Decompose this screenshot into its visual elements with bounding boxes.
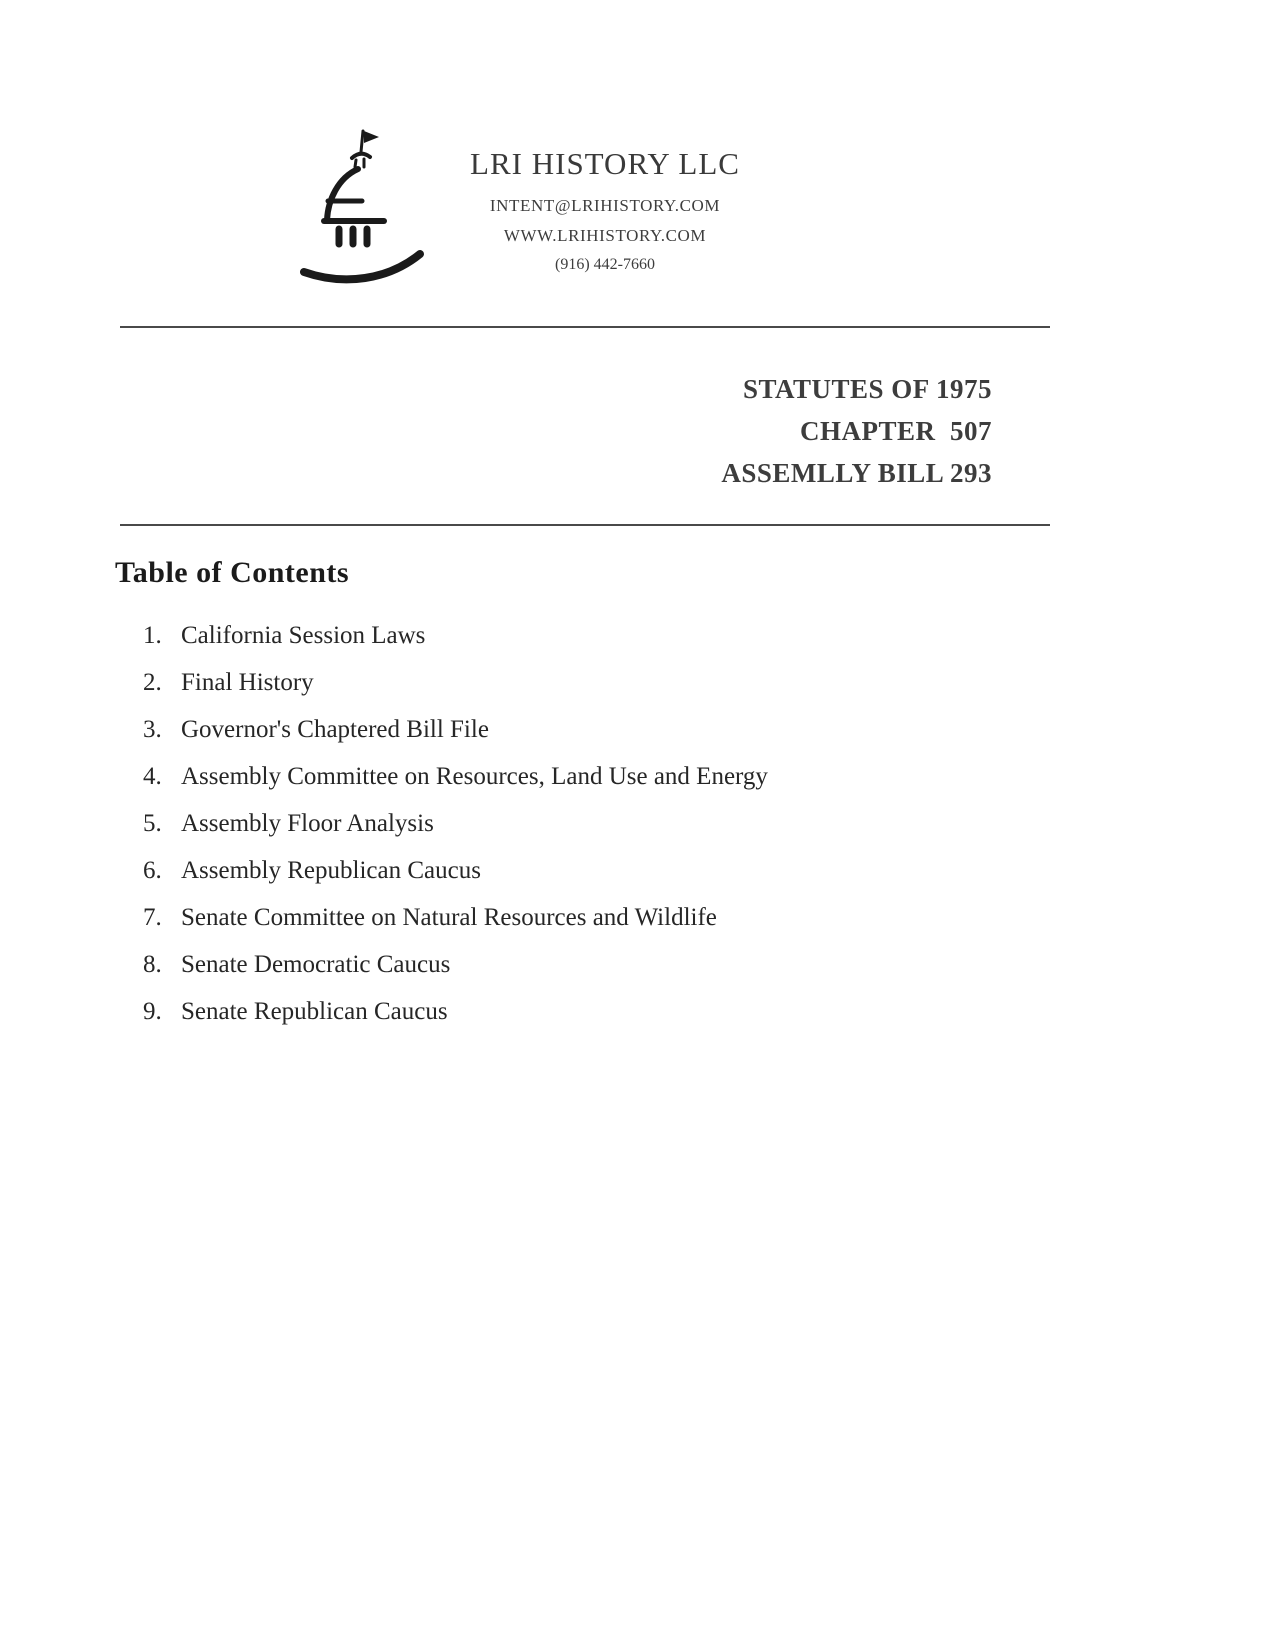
- toc-item: [143, 716, 1043, 743]
- letterhead: [430, 146, 780, 274]
- toc-list: [143, 622, 1043, 1045]
- toc-item-number: 8.: [143, 951, 162, 978]
- toc-item-number: 6.: [143, 857, 162, 884]
- divider-bottom: [120, 524, 1050, 526]
- toc-item-label: Senate Republican Caucus: [181, 998, 448, 1025]
- toc-item: [143, 951, 1043, 978]
- toc-item-number: 2.: [143, 669, 162, 696]
- title-line-bill: ASSEMLLY BILL 293: [721, 458, 992, 488]
- title-block: [432, 368, 992, 494]
- toc-item-label: Senate Democratic Caucus: [181, 951, 451, 978]
- toc-item-number: 1.: [143, 622, 162, 649]
- company-phone: (916) 442-7660: [555, 256, 655, 273]
- company-email: INTENT@LRIHISTORY.COM: [489, 196, 721, 215]
- company-name: LRI HISTORY LLC: [470, 146, 740, 181]
- toc-item: [143, 810, 1043, 837]
- capitol-dome-sketch-icon: [292, 122, 442, 292]
- toc-item: [143, 904, 1043, 931]
- toc-item-label: Governor's Chaptered Bill File: [181, 716, 489, 743]
- toc-item-number: 3.: [143, 716, 162, 743]
- toc-item-number: 5.: [143, 810, 162, 837]
- toc-item-number: 9.: [143, 998, 162, 1025]
- toc-item: [143, 857, 1043, 884]
- divider-top: [120, 326, 1050, 328]
- toc-item-label: Assembly Republican Caucus: [181, 857, 481, 884]
- title-line-statutes: STATUTES OF 1975: [742, 374, 992, 404]
- toc-item: [143, 763, 1043, 790]
- toc-item-number: 7.: [143, 904, 162, 931]
- toc-item: [143, 998, 1043, 1025]
- toc-item-label: Assembly Floor Analysis: [181, 810, 434, 837]
- toc-item-label: Final History: [181, 669, 314, 696]
- title-line-chapter: CHAPTER 507: [799, 416, 992, 446]
- toc-item: [143, 669, 1043, 696]
- toc-item: [143, 622, 1043, 649]
- toc-item-label: Assembly Committee on Resources, Land Use and Energy: [181, 763, 768, 790]
- toc-item-number: 4.: [143, 763, 162, 790]
- toc-item-label: Senate Committee on Natural Resources and Wildlife: [181, 904, 717, 931]
- toc-item-label: California Session Laws: [181, 622, 426, 649]
- toc-heading: Table of Contents: [115, 556, 350, 589]
- company-website: WWW.LRIHISTORY.COM: [503, 226, 707, 245]
